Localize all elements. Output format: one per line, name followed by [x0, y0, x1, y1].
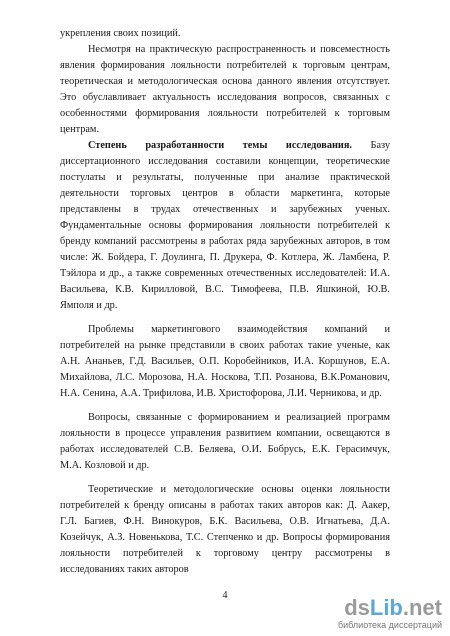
logo-ds: ds: [344, 595, 370, 620]
watermark: [338, 597, 442, 630]
paragraph-2-text: Несмотря на практическую распространенность и повсеместность явления формирования лояльности потребителей к торговым центрам, теоретическая и методологическая основа данного явления отсутствует. Это обуславливает актуальность исследования вопросов, связанных с особенностями формирования лояльности потребителей к торговым центрам.: [60, 44, 390, 135]
paragraph-1-text: укрепления своих позиций.: [60, 28, 181, 39]
document-body: [60, 26, 390, 578]
logo-net: .net: [402, 595, 442, 620]
paragraph-5-text: Вопросы, связанные с формированием и реализацией программ лояльности в процессе управления развитием компании, освещаются в работах исследователей С.В. Беляева, О.И. Бобрусь, Е.К. Герасимчук, М.А. Козловой и др.: [60, 412, 390, 471]
paragraph-5: [60, 410, 390, 474]
paragraph-4: [60, 322, 390, 402]
paragraph-2: [60, 42, 390, 138]
page-number: 4: [222, 590, 228, 601]
section-heading: Степень разработанности темы исследования.: [88, 140, 352, 151]
watermark-tagline: библиотека диссертаций: [337, 620, 442, 630]
paragraph-3-text: Базу диссертационного исследования составили концепции, теоретические постулаты и результаты, полученные при анализе практической деятельности торговых центров в области маркетинга, которые представлены в трудах отечественных и зарубежных ученых. Фундаментальные основы формирования лояльности потребителей к бренду компаний рассмотрены в работах ряда зарубежных авторов, в том числе: Ж. Бойдера, Г. Доулинга, П. Друкера, Ф. Котлера, Ж. Ламбена, Р. Тэйлора и др., а также современных отечественных исследователей: И.А. Васильева, К.В. Кирилловой, В.С. Тимофеева, П.В. Яшкиной, Ю.В. Ямполя и др.: [60, 140, 391, 311]
paragraph-4-text: Проблемы маркетингового взаимодействия компаний и потребителей на рынке представили в своих работах такие ученые, как А.Н. Ананьев, Г.Д. Васильев, О.П. Коробейников, И.А. Коршунов, Е.А. Михайлова, Л.С. Морозова, Н.А. Носкова, Т.П. Розанова, В.К.Романович, Н.А. Сенина, А.А. Трифилова, И.В. Христофорова, Л.И. Черникова, и др.: [60, 324, 390, 399]
watermark-logo: [338, 597, 442, 619]
paragraph-6: [60, 482, 390, 578]
paragraph-6-text: Теоретические и методологические основы оценки лояльности потребителей к бренду описаны в работах таких авторов как: Д. Аакер, Г.Л. Багиев, Ф.Н. Винокуров, Б.К. Васильева, О.В. Игнатьева, Д.А. Козейчук, А.З. Новенькова, Т.С. Степченко и др. Вопросы формирования лояльности потребителей к торговому центру рассмотрены в исследованиях таких авторов: [60, 484, 390, 575]
paragraph-1: [60, 26, 390, 42]
logo-lib: Lib: [369, 595, 403, 620]
paragraph-3: [60, 138, 390, 314]
